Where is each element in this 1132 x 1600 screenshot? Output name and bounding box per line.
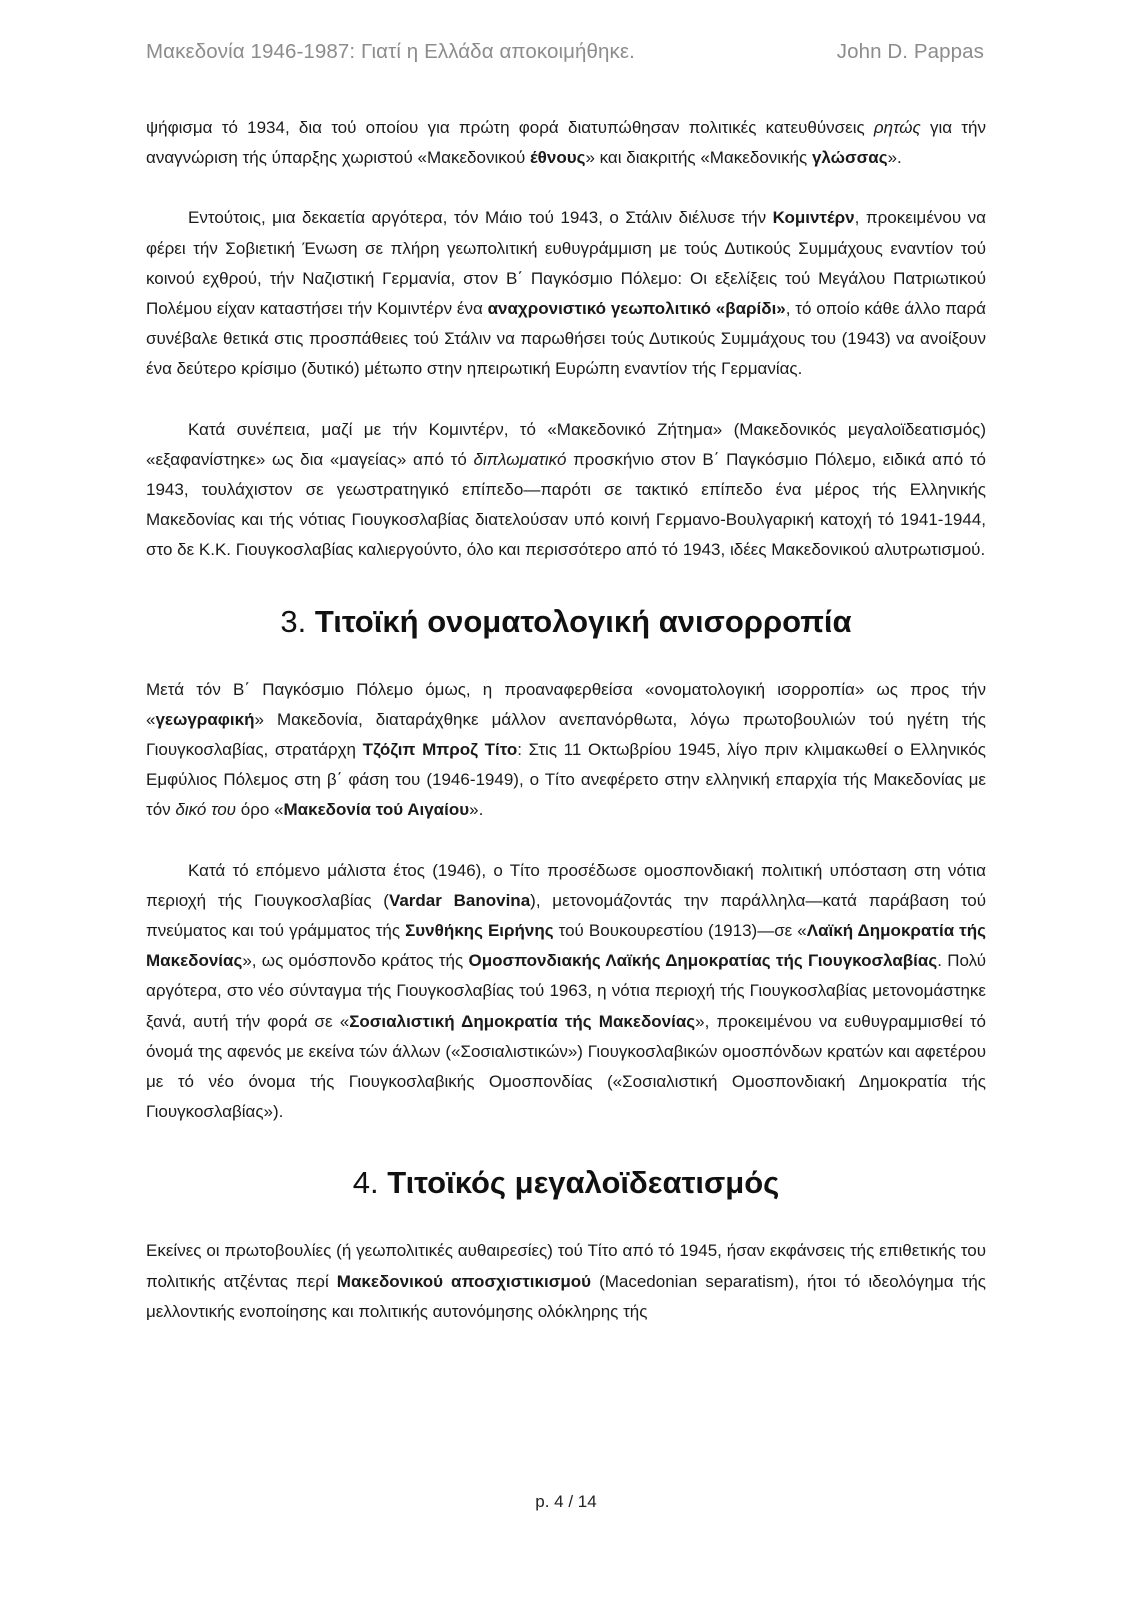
- paragraph: Εντούτοις, μια δεκαετία αργότερα, τόν Μάιο τού 1943, ο Στάλιν διέλυσε τήν Κομιντέρν, προκειμένου να φέρει τήν Σοβιετική Ένωση σε πλήρη γεωπολιτική ευθυγράμμιση με τούς Δυτικούς Συμμάχους εναντίον τού κοινού εχθρού, τήν Ναζιστική Γερμανία, στον Β΄ Παγκόσμιο Πόλεμο: Οι εξελίξεις τού Μεγάλου Πατριωτικού Πολέμου είχαν καταστήσει τήν Κομιντέρν ένα αναχρονιστικό γεωπολιτικό «βαρίδι», τό οποίο κάθε άλλο παρά συνέβαλε θετικά στις προσπάθειες τού Στάλιν να παρωθήσει τούς Δυτικούς Συμμάχους του (1943) να ανοίξουν ένα δεύτερο κρίσιμο (δυτικό) μέτωπο στην ηπειρωτική Ευρώπη εναντίον τής Γερμανίας.: [146, 208, 986, 379]
- paragraph: Κατά τό επόμενο μάλιστα έτος (1946), ο Τίτο προσέδωσε ομοσπονδιακή πολιτική υπόσταση στη νότια περιοχή τής Γιουγκοσλαβίας (Vardar Banovina), μετονομάζοντάς την παράλληλα—κατά παράβαση τού πνεύματος και τού γράμματος τής Συνθήκης Ειρήνης τού Βουκουρεστίου (1913)—σε «Λαϊκή Δημοκρατία τής Μακεδονίας», ως ομόσπονδο κράτος τής Ομοσπονδιακής Λαϊκής Δημοκρατίας τής Γιουγκοσλαβίας. Πολύ αργότερα, στο νέο σύνταγμα τής Γιουγκοσλαβίας τού 1963, η νότια περιοχή τής Γιουγκοσλαβίας μετονομάστηκε ξανά, αυτή τήν φορά σε «Σοσιαλιστική Δημοκρατία τής Μακεδονίας», προκειμένου να ευθυγραμμισθεί τό όνομά της αφενός με εκείνα τών άλλων («Σοσιαλιστικών») Γιουγκοσλαβικών ομοσπόνδων κρατών και αφετέρου με τό νέο όνομα τής Γιουγκοσλαβικής Ομοσπονδίας («Σοσιαλιστική Ομοσπονδιακή Δημοκρατία τής Γιουγκοσλαβίας»).: [146, 860, 987, 1122]
- page-header: [146, 40, 984, 64]
- paragraph: ψήφισμα τό 1934, δια τού οποίου για πρώτη φορά διατυπώθησαν πολιτικές κατευθύνσεις ρητώς για τήν αναγνώριση τής ύπαρξης χωριστού «Μακεδονικού έθνους» και διακριτής «Μακεδονικής γλώσσας».: [146, 118, 986, 168]
- document-author: John D. Pappas: [836, 40, 984, 63]
- document-title: Μακεδονία 1946-1987: Γιατί η Ελλάδα αποκοιμήθηκε.: [146, 40, 635, 63]
- paragraph: Κατά συνέπεια, μαζί με τήν Κομιντέρν, τό «Μακεδονικό Ζήτημα» (Μακεδονικός μεγαλοϊδεατισμός) «εξαφανίστηκε» ως δια «μαγείας» από τό διπλωματικό προσκήνιο στον Β΄ Παγκόσμιο Πόλεμο, ειδικά από τό 1943, τουλάχιστον σε γεωστρατηγικό επίπεδο—παρότι σε τακτικό επίπεδο ένα μέρος τής Ελληνικής Μακεδονίας και τής νότιας Γιουγκοσλαβίας διατελούσαν υπό κοινή Γερμανο-Βουλγαρική κατοχή τό 1941-1944, στο δε Κ.Κ. Γιουγκοσλαβίας καλιεργούντο, όλο και περισσότερο από τό 1943, ιδέες Μακεδονικού αλυτρωτισμού.: [146, 419, 986, 560]
- page-number: p. 4 / 14: [535, 1492, 597, 1511]
- document-body: [146, 113, 986, 1327]
- section-heading: 4. Τιτοϊκός μεγαλοϊδεατισμός: [352, 1165, 780, 1201]
- section-heading: 3. Τιτοϊκή ονοματολογική ανισορροπία: [280, 603, 852, 639]
- paragraph: Μετά τόν Β΄ Παγκόσμιο Πόλεμο όμως, η προαναφερθείσα «ονοματολογική ισορροπία» ως προς τήν «γεωγραφική» Μακεδονία, διαταράχθηκε μάλλον ανεπανόρθωτα, λόγω πρωτοβουλιών τού ηγέτη τής Γιουγκοσλαβίας, στρατάρχη Τζόζιπ Μπροζ Τίτο: Στις 11 Οκτωβρίου 1945, λίγο πριν κλιμακωθεί ο Ελληνικός Εμφύλιος Πόλεμος στη β΄ φάση του (1946-1949), ο Τίτο ανεφέρετο στην ελληνική επαρχία τής Μακεδονίας με τόν δικό του όρο «Μακεδονία τού Αιγαίου».: [146, 679, 987, 820]
- paragraph: Εκείνες οι πρωτοβουλίες (ή γεωπολιτικές αυθαιρεσίες) τού Τίτο από τό 1945, ήσαν εκφάνσεις τής επιθετικής του πολιτικής ατζέντας περί Μακεδονικού αποσχιστικισμού (Macedonian separatism), ήτοι τό ιδεολόγημα τής μελλοντικής ενοποίησης και πολιτικής αυτονόμησης ολόκληρης τής: [146, 1241, 986, 1321]
